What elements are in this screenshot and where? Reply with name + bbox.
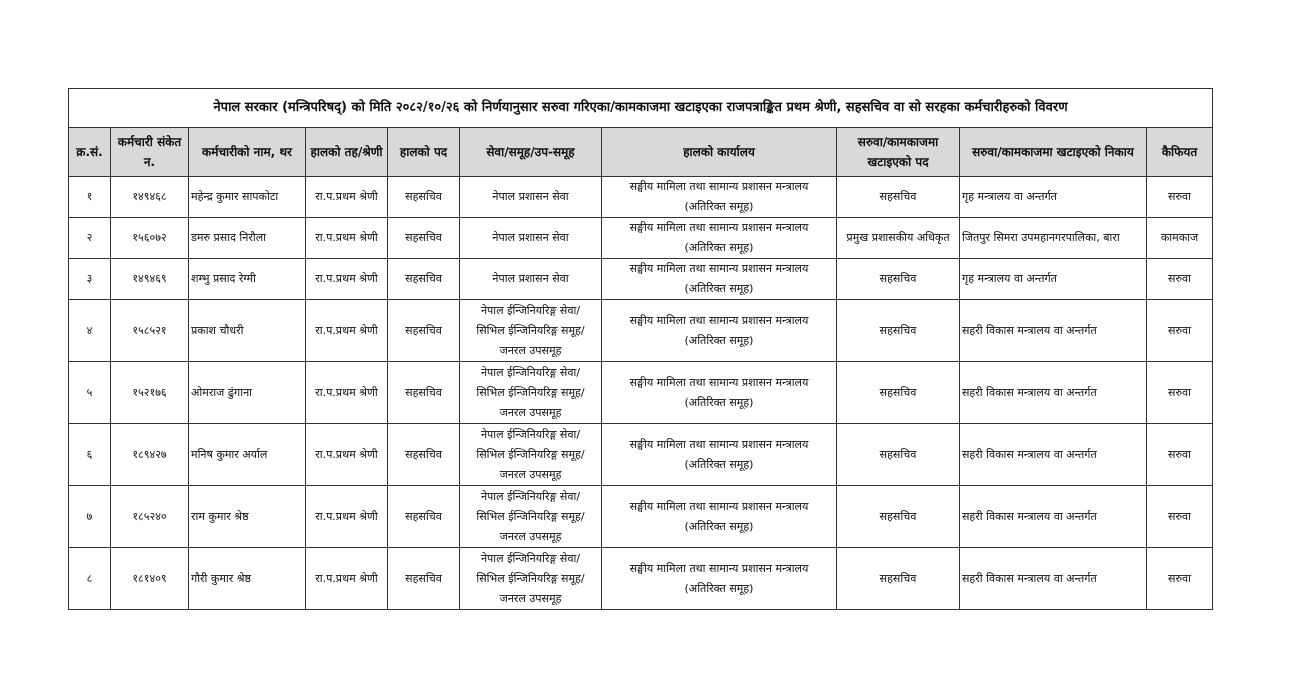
service-group-line: नेपाल ईन्जिनियरिङ्ग सेवा/ bbox=[480, 489, 581, 503]
assigned-post-cell: सहसचिव bbox=[837, 362, 960, 424]
current-office-line: (अतिरिक्त समूह) bbox=[684, 581, 754, 595]
current-level-cell: रा.प.प्रथम श्रेणी bbox=[306, 362, 388, 424]
current-level-cell: रा.प.प्रथम श्रेणी bbox=[306, 177, 388, 218]
current-post-cell: सहसचिव bbox=[388, 362, 460, 424]
service-group-line: नेपाल ईन्जिनियरिङ्ग सेवा/ bbox=[480, 551, 581, 565]
service-group-cell bbox=[460, 424, 602, 486]
header-employee-code: कर्मचारी संकेत न. bbox=[111, 128, 189, 177]
service-group-line: नेपाल प्रशासन सेवा bbox=[492, 272, 569, 285]
service-group-line: सिभिल ईन्जिनियरिङ्ग समूह/ bbox=[476, 571, 585, 585]
header-office: हालको कार्यालय bbox=[602, 128, 837, 177]
service-group-line: नेपाल ईन्जिनियरिङ्ग सेवा/ bbox=[480, 427, 581, 441]
service-group-line: सिभिल ईन्जिनियरिङ्ग समूह/ bbox=[476, 323, 585, 337]
employee-code-cell: १५८५२१ bbox=[111, 300, 189, 362]
table-row bbox=[69, 424, 1213, 486]
assigned-office-cell: सहरी विकास मन्त्रालय वा अन्तर्गत bbox=[960, 424, 1147, 486]
remark-cell: सरुवा bbox=[1147, 362, 1213, 424]
employee-name-cell: महेन्द्र कुमार सापकोटा bbox=[189, 177, 306, 218]
assigned-post-cell: सहसचिव bbox=[837, 548, 960, 610]
current-office-cell bbox=[602, 177, 837, 218]
table-row bbox=[69, 300, 1213, 362]
assigned-office-cell: गृह मन्त्रालय वा अन्तर्गत bbox=[960, 177, 1147, 218]
header-new-office: सरुवा/कामकाजमा खटाइएको निकाय bbox=[960, 128, 1147, 177]
service-group-cell bbox=[460, 177, 602, 218]
current-level-cell: रा.प.प्रथम श्रेणी bbox=[306, 548, 388, 610]
service-group-cell bbox=[460, 259, 602, 300]
service-group-line: नेपाल प्रशासन सेवा bbox=[492, 231, 569, 244]
assigned-office-cell: सहरी विकास मन्त्रालय वा अन्तर्गत bbox=[960, 362, 1147, 424]
header-new-post: सरुवा/कामकाजमा खटाइएको पद bbox=[837, 128, 960, 177]
employee-name-cell: शम्भु प्रसाद रेग्मी bbox=[189, 259, 306, 300]
current-office-line: सङ्घीय मामिला तथा सामान्य प्रशासन मन्त्रालय bbox=[629, 561, 809, 575]
employee-code-cell: १८९४२७ bbox=[111, 424, 189, 486]
employee-transfer-table bbox=[68, 88, 1213, 610]
employee-code-cell: १४९४६८ bbox=[111, 177, 189, 218]
service-group-line: नेपाल ईन्जिनियरिङ्ग सेवा/ bbox=[480, 303, 581, 317]
assigned-office-cell: सहरी विकास मन्त्रालय वा अन्तर्गत bbox=[960, 548, 1147, 610]
header-remark: कैफियत bbox=[1147, 128, 1213, 177]
table-header-row bbox=[69, 128, 1213, 177]
service-group-line: सिभिल ईन्जिनियरिङ्ग समूह/ bbox=[476, 447, 585, 461]
header-level: हालको तह/श्रेणी bbox=[306, 128, 388, 177]
assigned-post-cell: सहसचिव bbox=[837, 424, 960, 486]
serial-number-cell: ३ bbox=[69, 259, 111, 300]
employee-code-cell: १८१४०९ bbox=[111, 548, 189, 610]
assigned-post-cell: सहसचिव bbox=[837, 486, 960, 548]
serial-number-cell: ८ bbox=[69, 548, 111, 610]
assigned-post-cell: प्रमुख प्रशासकीय अधिकृत bbox=[837, 218, 960, 259]
employee-name-cell: प्रकाश चौधरी bbox=[189, 300, 306, 362]
employee-code-cell: १८५२४० bbox=[111, 486, 189, 548]
current-post-cell: सहसचिव bbox=[388, 177, 460, 218]
current-level-cell: रा.प.प्रथम श्रेणी bbox=[306, 486, 388, 548]
current-office-line: (अतिरिक्त समूह) bbox=[684, 457, 754, 471]
service-group-cell bbox=[460, 486, 602, 548]
current-post-cell: सहसचिव bbox=[388, 486, 460, 548]
current-office-line: (अतिरिक्त समूह) bbox=[684, 519, 754, 533]
header-sn: क्र.सं. bbox=[69, 128, 111, 177]
remark-cell: कामकाज bbox=[1147, 218, 1213, 259]
assigned-post-cell: सहसचिव bbox=[837, 177, 960, 218]
employee-name-cell: गौरी कुमार श्रेष्ठ bbox=[189, 548, 306, 610]
current-level-cell: रा.प.प्रथम श्रेणी bbox=[306, 424, 388, 486]
service-group-cell bbox=[460, 300, 602, 362]
current-office-line: (अतिरिक्त समूह) bbox=[684, 395, 754, 409]
current-office-line: (अतिरिक्त समूह) bbox=[684, 241, 754, 254]
current-office-line: सङ्घीय मामिला तथा सामान्य प्रशासन मन्त्रालय bbox=[629, 375, 809, 389]
employee-name-cell: राम कुमार श्रेष्ठ bbox=[189, 486, 306, 548]
current-level-cell: रा.प.प्रथम श्रेणी bbox=[306, 259, 388, 300]
service-group-line: जनरल उपसमूह bbox=[499, 529, 562, 543]
employee-name-cell: ओमराज ढुंगाना bbox=[189, 362, 306, 424]
service-group-line: सिभिल ईन्जिनियरिङ्ग समूह/ bbox=[476, 509, 585, 523]
current-office-line: सङ्घीय मामिला तथा सामान्य प्रशासन मन्त्रालय bbox=[629, 313, 809, 327]
table-row bbox=[69, 259, 1213, 300]
current-office-line: सङ्घीय मामिला तथा सामान्य प्रशासन मन्त्रालय bbox=[629, 180, 809, 193]
service-group-line: जनरल उपसमूह bbox=[499, 405, 562, 419]
current-office-line: (अतिरिक्त समूह) bbox=[684, 333, 754, 347]
assigned-post-cell: सहसचिव bbox=[837, 300, 960, 362]
current-level-cell: रा.प.प्रथम श्रेणी bbox=[306, 300, 388, 362]
service-group-cell bbox=[460, 362, 602, 424]
current-level-cell: रा.प.प्रथम श्रेणी bbox=[306, 218, 388, 259]
service-group-line: नेपाल ईन्जिनियरिङ्ग सेवा/ bbox=[480, 365, 581, 379]
service-group-line: जनरल उपसमूह bbox=[499, 591, 562, 605]
assigned-office-cell: जितपुर सिमरा उपमहानगरपालिका, बारा bbox=[960, 218, 1147, 259]
current-office-line: सङ्घीय मामिला तथा सामान्य प्रशासन मन्त्रालय bbox=[629, 499, 809, 513]
assigned-office-cell: गृह मन्त्रालय वा अन्तर्गत bbox=[960, 259, 1147, 300]
current-post-cell: सहसचिव bbox=[388, 300, 460, 362]
table-row bbox=[69, 548, 1213, 610]
current-office-line: सङ्घीय मामिला तथा सामान्य प्रशासन मन्त्रालय bbox=[629, 262, 809, 275]
current-office-cell bbox=[602, 218, 837, 259]
remark-cell: सरुवा bbox=[1147, 486, 1213, 548]
employee-code-cell: १५६०७२ bbox=[111, 218, 189, 259]
serial-number-cell: ७ bbox=[69, 486, 111, 548]
table-row bbox=[69, 218, 1213, 259]
service-group-line: सिभिल ईन्जिनियरिङ्ग समूह/ bbox=[476, 385, 585, 399]
current-office-line: (अतिरिक्त समूह) bbox=[684, 282, 754, 295]
header-service: सेवा/समूह/उप-समूह bbox=[460, 128, 602, 177]
remark-cell: सरुवा bbox=[1147, 177, 1213, 218]
table-row bbox=[69, 362, 1213, 424]
header-name: कर्मचारीको नाम, थर bbox=[189, 128, 306, 177]
serial-number-cell: ६ bbox=[69, 424, 111, 486]
serial-number-cell: ४ bbox=[69, 300, 111, 362]
employee-code-cell: १५२१७६ bbox=[111, 362, 189, 424]
serial-number-cell: २ bbox=[69, 218, 111, 259]
current-office-cell bbox=[602, 362, 837, 424]
table-row bbox=[69, 177, 1213, 218]
table-row bbox=[69, 486, 1213, 548]
assigned-office-cell: सहरी विकास मन्त्रालय वा अन्तर्गत bbox=[960, 300, 1147, 362]
remark-cell: सरुवा bbox=[1147, 259, 1213, 300]
remark-cell: सरुवा bbox=[1147, 548, 1213, 610]
current-office-cell bbox=[602, 300, 837, 362]
service-group-line: जनरल उपसमूह bbox=[499, 467, 562, 481]
current-post-cell: सहसचिव bbox=[388, 218, 460, 259]
service-group-cell bbox=[460, 548, 602, 610]
current-office-cell bbox=[602, 486, 837, 548]
service-group-cell bbox=[460, 218, 602, 259]
current-post-cell: सहसचिव bbox=[388, 424, 460, 486]
serial-number-cell: १ bbox=[69, 177, 111, 218]
employee-code-cell: १४९४६९ bbox=[111, 259, 189, 300]
current-office-line: सङ्घीय मामिला तथा सामान्य प्रशासन मन्त्रालय bbox=[629, 221, 809, 234]
current-office-cell bbox=[602, 259, 837, 300]
remark-cell: सरुवा bbox=[1147, 300, 1213, 362]
current-office-cell bbox=[602, 548, 837, 610]
current-post-cell: सहसचिव bbox=[388, 259, 460, 300]
service-group-line: जनरल उपसमूह bbox=[499, 343, 562, 357]
header-post: हालको पद bbox=[388, 128, 460, 177]
current-office-cell bbox=[602, 424, 837, 486]
current-office-line: सङ्घीय मामिला तथा सामान्य प्रशासन मन्त्रालय bbox=[629, 437, 809, 451]
assigned-office-cell: सहरी विकास मन्त्रालय वा अन्तर्गत bbox=[960, 486, 1147, 548]
employee-name-cell: डमरु प्रसाद निरौला bbox=[189, 218, 306, 259]
assigned-post-cell: सहसचिव bbox=[837, 259, 960, 300]
employee-name-cell: मनिष कुमार अर्याल bbox=[189, 424, 306, 486]
document-title: नेपाल सरकार (मन्त्रिपरिषद्) को मिति २०८२/१०/२६ को निर्णयानुसार सरुवा गरिएका/कामकाजमा खटाइएका राजपत्राङ्कित प्रथम श्रेणी, सहसचिव वा सो सरहका कर्मचारीहरुको विवरण bbox=[69, 89, 1213, 128]
remark-cell: सरुवा bbox=[1147, 424, 1213, 486]
serial-number-cell: ५ bbox=[69, 362, 111, 424]
service-group-line: नेपाल प्रशासन सेवा bbox=[492, 190, 569, 203]
current-office-line: (अतिरिक्त समूह) bbox=[684, 200, 754, 213]
current-post-cell: सहसचिव bbox=[388, 548, 460, 610]
